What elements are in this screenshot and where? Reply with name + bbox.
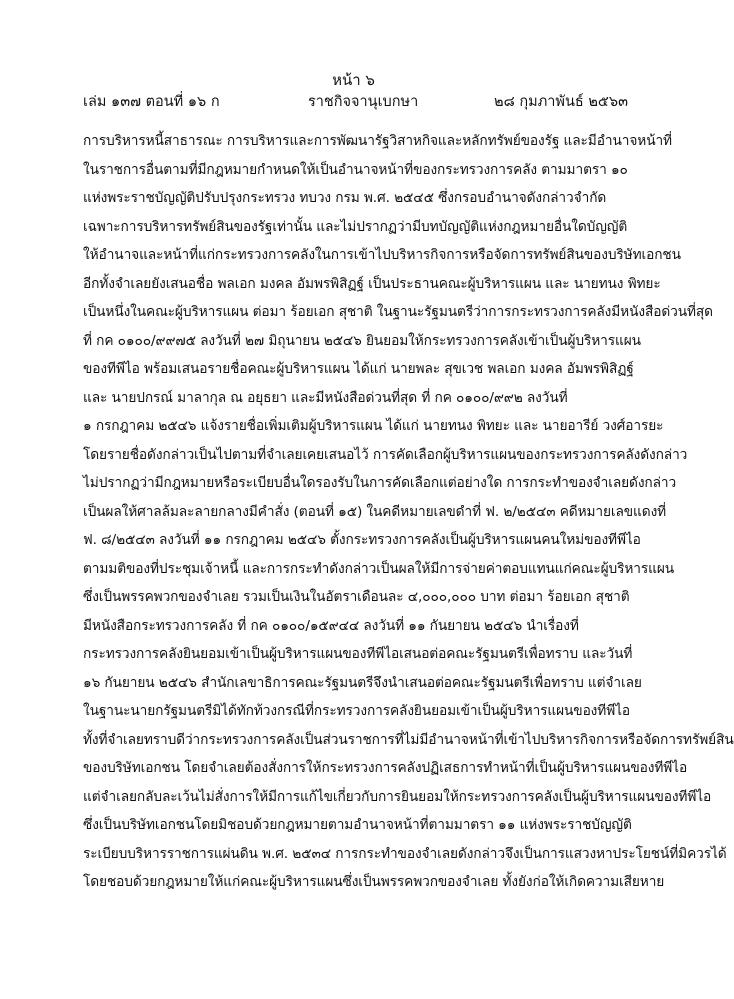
body-line: โดยชอบด้วยกฎหมายให้แก่คณะผู้บริหารแผนซึ่งเป็นพรรคพวกของจำเลย ทั้งยังก่อให้เกิดความเสียหาย	[83, 874, 665, 890]
body-line: ๑ กรกฎาคม ๒๕๔๖ แจ้งรายชื่อเพิ่มเติมผู้บริหารแผน ได้แก่ นายทนง พิทยะ และ นายอารีย์ วงศ์อารยะ	[83, 418, 664, 434]
publication-name: ราชกิจจานุเบกษา	[308, 94, 419, 110]
body-line: ตามมติของที่ประชุมเจ้าหนี้ และการกระทำดังกล่าวเป็นผลให้มีการจ่ายค่าตอบแทนแก่คณะผู้บริหารแผน	[83, 560, 675, 577]
page-number: หน้า ๖	[332, 71, 375, 89]
body-line: ซึ่งเป็นบริษัทเอกชนโดยมิชอบด้วยกฎหมายตามอำนาจหน้าที่ตามมาตรา ๑๑ แห่งพระราชบัญญัติ	[83, 817, 632, 833]
gazette-header	[83, 92, 628, 112]
body-line: อีกทั้งจำเลยยังเสนอชื่อ พลเอก มงคล อัมพรพิสิฏฐ์ เป็นประธานคณะผู้บริหารแผน และ นายทนง พิทยะ	[83, 275, 661, 292]
body-line: แต่จำเลยกลับละเว้นไม่สั่งการให้มีการแก้ไขเกี่ยวกับการยินยอมให้กระทรวงการคลังเป็นผู้บริหารแผนของทีพีไอ	[83, 788, 712, 805]
body-line: ของทีพีไอ พร้อมเสนอรายชื่อคณะผู้บริหารแผน ได้แก่ นายพละ สุขเวช พลเอก มงคล อัมพรพิสิฏฐ์	[83, 361, 634, 377]
body-line: ไม่ปรากฏว่ามีกฎหมายหรือระเบียบอื่นใดรองรับในการคัดเลือกแต่อย่างใด การกระทำของจำเลยดังกล่าว	[83, 475, 677, 491]
body-line: เป็นหนึ่งในคณะผู้บริหารแผน ต่อมา ร้อยเอก สุชาติ ในฐานะรัฐมนตรีว่าการกระทรวงการคลังมีหนังสือด่วนที่สุด	[83, 304, 713, 320]
body-line: กระทรวงการคลังยินยอมเข้าเป็นผู้บริหารแผนของทีพีไอเสนอต่อคณะรัฐมนตรีเพื่อทราบ และวันที่	[83, 646, 633, 662]
body-line: เป็นผลให้ศาลล้มละลายกลางมีคำสั่ง (ตอนที่ ๑๕) ในคดีหมายเลขดำที่ ฟ. ๒/๒๕๔๓ คดีหมายเลขแดงที่	[83, 503, 667, 520]
body-line: ของบริษัทเอกชน โดยจำเลยต้องสั่งการให้กระทรวงการคลังปฏิเสธการทำหน้าที่เป็นผู้บริหารแผนของทีพีไอ	[83, 760, 688, 776]
body-line: ฟ. ๘/๒๕๔๓ ลงวันที่ ๑๑ กรกฎาคม ๒๕๔๖ ตั้งกระทรวงการคลังเป็นผู้บริหารแผนคนใหม่ของทีพีไอ	[83, 532, 641, 548]
body-line: ที่ กค ๐๑๐๐/๙๙๗๕ ลงวันที่ ๒๗ มิถุนายน ๒๕๔๖ ยินยอมให้กระทรวงการคลังเข้าเป็นผู้บริหารแผน	[83, 332, 641, 349]
body-line: การบริหารหนี้สาธารณะ การบริหารและการพัฒนารัฐวิสาหกิจและหลักทรัพย์ของรัฐ และมีอำนาจหน้าที่	[83, 133, 672, 149]
body-line: ในราชการอื่นตามที่มีกฎหมายกำหนดให้เป็นอำนาจหน้าที่ของกระทรวงการคลัง ตามมาตรา ๑๐	[83, 161, 628, 178]
publication-date: ๒๘ กุมภาพันธ์ ๒๕๖๓	[494, 94, 628, 110]
body-line: โดยรายชื่อดังกล่าวเป็นไปตามที่จำเลยเคยเสนอไว้ การคัดเลือกผู้บริหารแผนของกระทรวงการคลังดังกล่าว	[83, 446, 688, 463]
body-text	[83, 127, 734, 897]
body-line: ในฐานะนายกรัฐมนตรีมิได้ทักท้วงกรณีที่กระทรวงการคลังยินยอมเข้าเป็นผู้บริหารแผนของทีพีไอ	[83, 703, 631, 719]
body-line: แห่งพระราชบัญญัติปรับปรุงกระทรวง ทบวง กรม พ.ศ. ๒๕๔๕ ซึ่งกรอบอำนาจดังกล่าวจำกัด	[83, 190, 607, 206]
body-line: ๑๖ กันยายน ๒๕๔๖ สำนักเลขาธิการคณะรัฐมนตรีจึงนำเสนอต่อคณะรัฐมนตรีเพื่อทราบ แต่จำเลย	[83, 674, 642, 691]
volume-issue: เล่ม ๑๓๗ ตอนที่ ๑๖ ก	[83, 94, 220, 110]
body-line: มีหนังสือกระทรวงการคลัง ที่ กค ๐๑๐๐/๑๕๙๔๔ ลงวันที่ ๑๑ กันยายน ๒๕๔๖ นำเรื่องที่	[83, 617, 579, 634]
body-line: เฉพาะการบริหารทรัพย์สินของรัฐเท่านั้น และไม่ปรากฏว่ามีบทบัญญัติแห่งกฎหมายอื่นใดบัญญัติ	[83, 218, 628, 235]
body-line: และ นายปกรณ์ มาลากุล ณ อยุธยา และมีหนังสือด่วนที่สุด ที่ กค ๐๑๐๐/๙๙๒ ลงวันที่	[83, 389, 568, 406]
body-line: ให้อำนาจและหน้าที่แก่กระทรวงการคลังในการเข้าไปบริหารกิจการหรือจัดการทรัพย์สินของบริษัทเอกชน	[83, 247, 681, 263]
body-line: ซึ่งเป็นพรรคพวกของจำเลย รวมเป็นเงินในอัตราเดือนละ ๔,๐๐๐,๐๐๐ บาท ต่อมา ร้อยเอก สุชาติ	[83, 589, 630, 605]
body-line: ทั้งที่จำเลยทราบดีว่ากระทรวงการคลังเป็นส่วนราชการที่ไม่มีอำนาจหน้าที่เข้าไปบริหารกิจการหรือจัดการทรัพย์สิน	[83, 731, 734, 748]
body-line: ระเบียบบริหารราชการแผ่นดิน พ.ศ. ๒๕๓๔ การกระทำของจำเลยดังกล่าวจึงเป็นการแสวงหาประโยชน์ที่มิควรได้	[83, 845, 727, 862]
